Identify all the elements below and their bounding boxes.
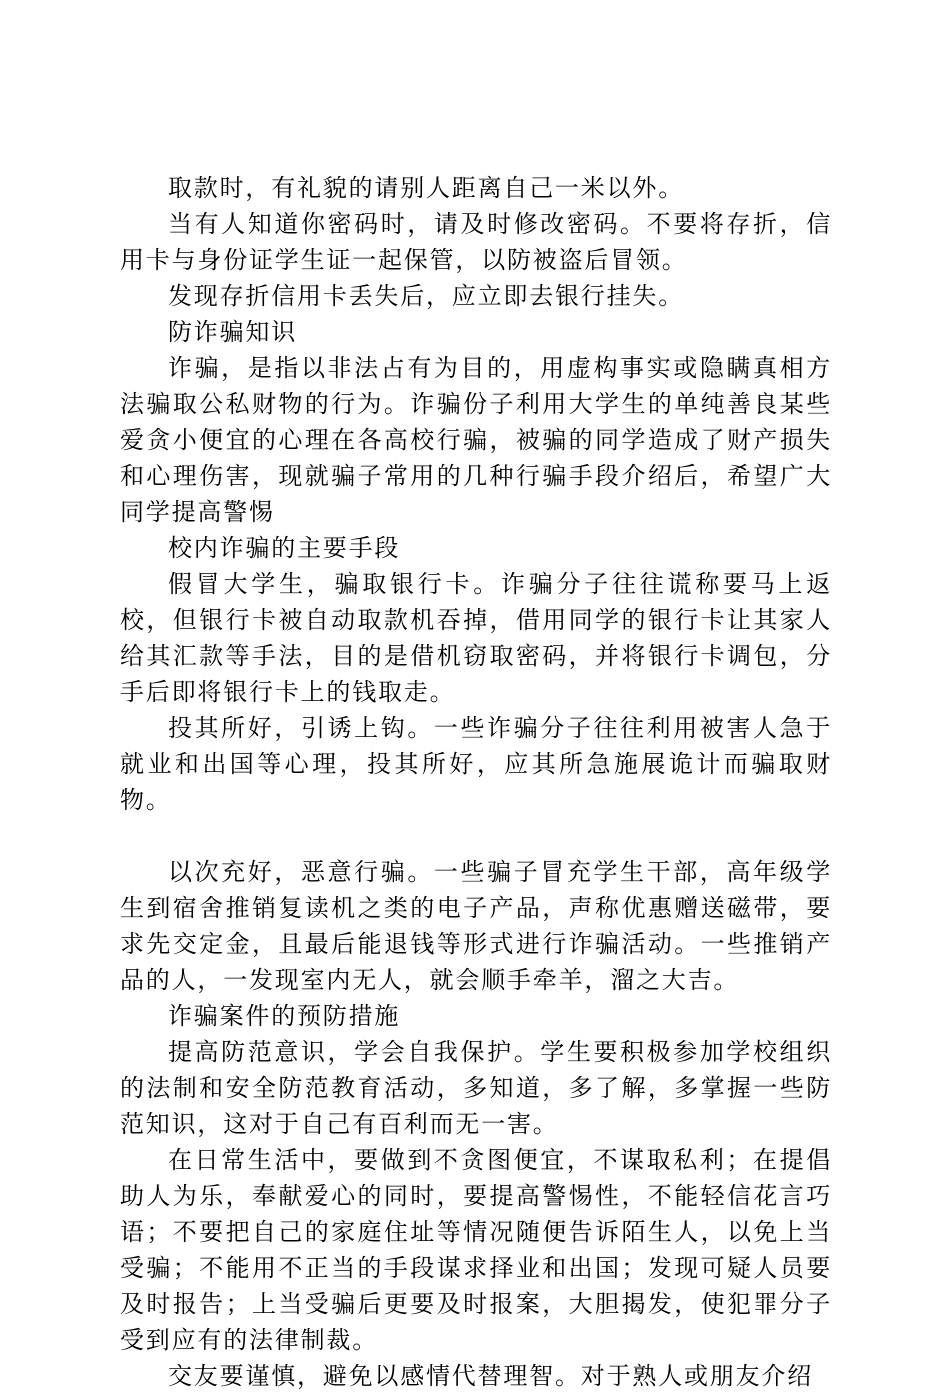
paragraph-withdrawal-distance: 取款时，有礼貌的请别人距离自己一米以外。 (168, 174, 684, 202)
document-body (120, 170, 832, 1394)
paragraph-raise-awareness: 提高防范意识，学会自我保护。学生要积极参加学校组织的法制和安全防范教育活动，多知道，多了解，多掌握一些防范知识，这对于自己有百利而无一害。 (120, 1038, 832, 1138)
paragraph-lure-bait: 投其所好，引诱上钩。一些诈骗分子往往利用被害人急于就业和出国等心理，投其所好，应其所急施展诡计而骗取财物。 (120, 714, 832, 814)
paragraph-fraud-definition: 诈骗，是指以非法占有为目的，用虚构事实或隐瞒真相方法骗取公私财物的行为。诈骗份子利用大学生的单纯善良某些爱贪小便宜的心理在各高校行骗，被骗的同学造成了财产损失和心理伤害，现就骗子常用的几种行骗手段介绍后，希望广大同学提高警惕 (120, 354, 832, 526)
paragraph-fake-student-bank-card: 假冒大学生，骗取银行卡。诈骗分子往往谎称要马上返校，但银行卡被自动取款机吞掉，借用同学的银行卡让其家人给其汇款等手法，目的是借机窃取密码，并将银行卡调包，分手后即将银行卡上的钱取走。 (120, 570, 832, 706)
heading-campus-fraud-methods: 校内诈骗的主要手段 (168, 534, 401, 562)
paragraph-careful-friends: 交友要谨慎，避免以感情代替理智。对于熟人或朋友介绍 (168, 1362, 813, 1390)
paragraph-daily-life: 在日常生活中，要做到不贪图便宜，不谋取私利；在提倡助人为乐，奉献爱心的同时，要提高警惕性，不能轻信花言巧语；不要把自己的家庭住址等情况随便告诉陌生人，以免上当受骗；不能用不正当的手段谋求择业和出国；发现可疑人员要及时报告；上当受骗后更要及时报案，大胆揭发，使犯罪分子受到应有的法律制裁。 (120, 1146, 832, 1354)
heading-anti-fraud-knowledge: 防诈骗知识 (168, 318, 297, 346)
paragraph-report-loss: 发现存折信用卡丢失后，应立即去银行挂失。 (168, 282, 684, 310)
paragraph-inferior-goods: 以次充好，恶意行骗。一些骗子冒充学生干部，高年级学生到宿舍推销复读机之类的电子产品，声称优惠赠送磁带，要求先交定金，且最后能退钱等形式进行诈骗活动。一些推销产品的人，一发现室内无人，就会顺手牵羊，溜之大吉。 (120, 858, 832, 994)
paragraph-change-password: 当有人知道你密码时，请及时修改密码。不要将存折，信用卡与身份证学生证一起保管，以防被盗后冒领。 (120, 210, 832, 274)
heading-prevention-measures: 诈骗案件的预防措施 (168, 1002, 401, 1030)
